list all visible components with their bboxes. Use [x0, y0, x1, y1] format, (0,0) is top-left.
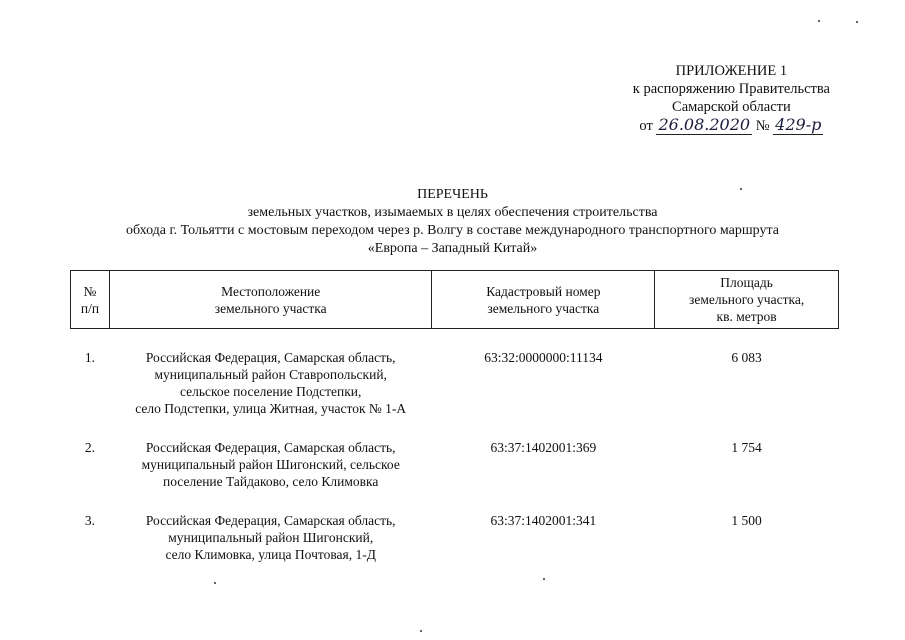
number-prefix: № [755, 118, 770, 134]
header-num: № п/п [71, 271, 110, 329]
row-cadastral: 63:32:0000000:11134 [484, 350, 603, 365]
row-num: 3. [84, 513, 96, 528]
handwritten-date: 26.08.2020 [658, 115, 751, 134]
appendix-date-line [633, 116, 830, 135]
handwritten-number: 429-р [775, 115, 822, 134]
row-location: Российская Федерация, Самарская область, муниципальный район Шигонский, село Климовка, улица Почтовая, 1-Д [145, 513, 396, 562]
table-header-row [71, 271, 839, 329]
land-plots-table [70, 270, 839, 563]
title-line-4: «Европа – Западный Китай» [367, 241, 538, 256]
title-line-2: земельных участков, изымаемых в целях обеспечения строительства [247, 205, 658, 220]
row-area: 1 500 [731, 513, 762, 528]
title-line-3: обхода г. Тольятти с мостовым переходом через р. Волгу в составе международного транспортного маршрута [126, 223, 779, 238]
scan-speck [420, 630, 422, 632]
row-location: Российская Федерация, Самарская область, муниципальный район Ставропольский, сельское поселение Подстепки, село Подстепки, улица Житная, участок № 1-А [135, 350, 407, 416]
row-area: 6 083 [731, 350, 762, 365]
appendix-header [633, 62, 830, 135]
header-area: Площадь земельного участка, кв. метров [655, 271, 839, 329]
scan-speck [856, 21, 858, 23]
scan-speck [543, 578, 545, 580]
title-line-1: ПЕРЕЧЕНЬ [417, 187, 488, 202]
table-row [71, 329, 839, 418]
document-title [0, 186, 905, 258]
date-prefix: от [639, 118, 653, 134]
row-location: Российская Федерация, Самарская область, муниципальный район Шигонский, сельское поселение Тайдаково, село Климовка [141, 440, 400, 489]
row-cadastral: 63:37:1402001:369 [490, 440, 597, 455]
row-area: 1 754 [731, 440, 762, 455]
table-row [71, 490, 839, 563]
appendix-line-3: Самарской области [672, 99, 791, 115]
scan-speck [740, 188, 742, 190]
scan-speck [214, 582, 216, 584]
scan-speck [818, 20, 820, 22]
table-row [71, 417, 839, 490]
appendix-title: ПРИЛОЖЕНИЕ 1 [675, 63, 788, 79]
row-num: 2. [84, 440, 96, 455]
header-location: Местоположение земельного участка [109, 271, 432, 329]
row-num: 1. [84, 350, 96, 365]
row-cadastral: 63:37:1402001:341 [490, 513, 597, 528]
appendix-line-2: к распоряжению Правительства [632, 81, 830, 97]
header-cadastral: Кадастровый номер земельного участка [432, 271, 655, 329]
